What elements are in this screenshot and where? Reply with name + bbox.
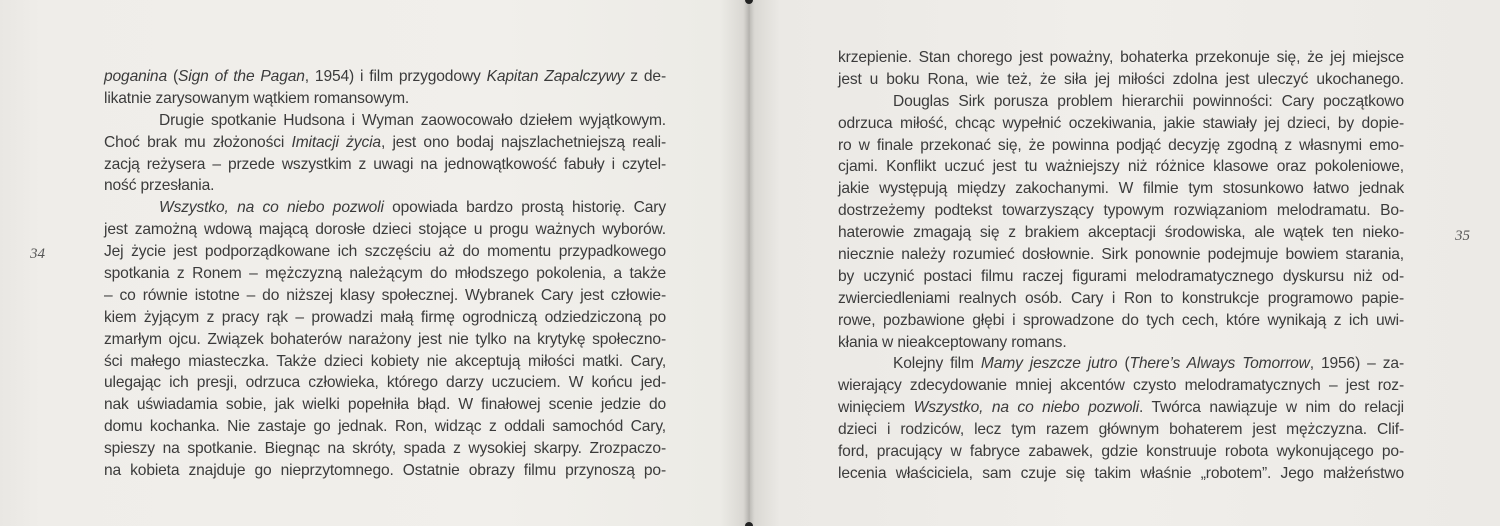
right-page-number: 35 bbox=[1455, 228, 1470, 244]
text-line bbox=[104, 460, 666, 482]
text-run: na kobieta znajduje go nieprzytomnego. Ostatnie obrazy filmu przynoszą po- bbox=[104, 462, 666, 480]
text-run: , jest ono bodaj najszlachetniejszą reali- bbox=[380, 133, 666, 151]
text-line bbox=[104, 329, 666, 351]
text-line bbox=[104, 263, 666, 285]
text-run: zmarłym ojcu. Związek bohaterów narażony jest nie tylko na krytykę społeczno- bbox=[104, 330, 666, 348]
text-line bbox=[104, 394, 666, 416]
text-line bbox=[104, 307, 666, 329]
text-run: ność przesłania. bbox=[104, 177, 215, 195]
text-line bbox=[104, 132, 666, 154]
text-run: opowiada bardzo prostą historię. Cary bbox=[383, 199, 666, 217]
text-line bbox=[838, 69, 1404, 91]
text-line bbox=[838, 463, 1404, 485]
text-line bbox=[838, 397, 1404, 419]
text-line bbox=[104, 438, 666, 460]
text-run: – co równie istotne – do niższej klasy społecznej. Wybranek Cary jest człowie- bbox=[104, 286, 666, 304]
text-line bbox=[104, 88, 666, 110]
text-run: wierający zdecydowanie mniej akcentów czysto melodramatycznych – jest roz- bbox=[838, 377, 1404, 395]
text-line bbox=[838, 375, 1404, 397]
text-run: spotkania z Ronem – mężczyzną należącym do młodszego pokolenia, a także bbox=[104, 265, 666, 283]
text-line bbox=[838, 47, 1404, 69]
text-line bbox=[104, 372, 666, 394]
italic-title: Kapitan Zapalczywy bbox=[486, 68, 625, 85]
text-run: ulegając ich presji, odrzuca człowieka, którego darzy uczuciem. W końcu jed- bbox=[104, 374, 666, 392]
text-run: haterowie zmagają się z brakiem akceptacji środowiska, ale wątek ten nieko- bbox=[838, 224, 1404, 242]
text-line bbox=[838, 222, 1404, 244]
text-line bbox=[104, 110, 666, 132]
text-run: jest zamożną wdową mającą dorosłe dzieci stojące u progu ważnych wyborów. bbox=[104, 221, 666, 239]
text-line bbox=[838, 441, 1404, 463]
text-run: cjami. Konflikt uczuć jest tu ważniejszy niż różnice klasowe oraz pokoleniowe, bbox=[838, 158, 1404, 176]
text-line bbox=[838, 288, 1404, 310]
text-run: ( bbox=[1117, 355, 1130, 373]
italic-title: Wszystko, na co niebo pozwoli bbox=[913, 399, 1140, 417]
text-line bbox=[838, 332, 1404, 354]
text-run: ford, pracujący w fabryce zabawek, gdzie konstruuje robota wykonującego po- bbox=[838, 443, 1404, 461]
text-run: ( bbox=[166, 68, 178, 85]
text-run: Jej życie jest podporządkowane ich szczęściu aż do momentu przypadkowego bbox=[104, 243, 666, 261]
text-line bbox=[104, 219, 666, 241]
text-run: odrzuca miłość, chcąc wypełnić oczekiwania, jakie stawiały jej dzieci, by dopie- bbox=[838, 114, 1404, 132]
right-page-text bbox=[838, 47, 1404, 485]
text-line bbox=[838, 266, 1404, 288]
text-run: kłania w nieakceptowany romans. bbox=[838, 333, 1067, 351]
text-run: jakie występują między zakochanymi. W filmie tym stosunkowo łatwo jednak bbox=[838, 180, 1404, 198]
gutter-mark-bottom bbox=[745, 522, 753, 526]
text-line bbox=[104, 197, 666, 219]
text-run: niecznie należy rozumieć dosłownie. Sirk ponownie podejmuje bowiem starania, bbox=[838, 246, 1404, 264]
text-line bbox=[104, 351, 666, 373]
text-run: dostrzeżemy podtekst towarzyszący typowym rozwiązaniom melodramatu. Bo- bbox=[838, 202, 1404, 220]
text-line bbox=[838, 419, 1404, 441]
text-line bbox=[104, 241, 666, 263]
text-run: likatnie zarysowanym wątkiem romansowym. bbox=[104, 89, 410, 107]
italic-title: There’s Always Tomorrow bbox=[1129, 355, 1310, 373]
italic-title: Wszystko, na co niebo pozwoli bbox=[159, 199, 384, 217]
text-run: Choć brak mu złożoności bbox=[104, 133, 292, 151]
text-run: zwierciedleniami realnych osób. Cary i Ron to konstrukcje programowo papie- bbox=[838, 289, 1404, 307]
text-run: zacją reżysera – przede wszystkim z uwagi na jednowątkowość fabuły i czytel- bbox=[104, 155, 666, 173]
left-page-number: 34 bbox=[30, 246, 45, 262]
text-run: krzepienie. Stan chorego jest poważny, bohaterka przekonuje się, że jej miejsce bbox=[838, 49, 1404, 66]
italic-title: poganina bbox=[104, 68, 167, 85]
text-run: by uczynić postaci filmu raczej figurami melodramatycznego dyskursu niż od- bbox=[838, 267, 1404, 285]
text-run: kiem żyjącym z pracy rąk – prowadzi małą firmę ogrodniczą odziedziczoną po bbox=[104, 308, 666, 326]
text-line bbox=[104, 66, 666, 88]
text-line bbox=[838, 135, 1404, 157]
text-line bbox=[838, 91, 1404, 113]
text-line bbox=[838, 178, 1404, 200]
text-line bbox=[104, 416, 666, 438]
text-run: , 1956) – za- bbox=[1309, 355, 1404, 373]
text-run: domu kochanka. Nie zastaje go jednak. Ron, widząc z oddali samochód Cary, bbox=[104, 418, 666, 436]
text-run: nak uświadamia sobie, jak wielki popełniła błąd. W finałowej scenie jedzie do bbox=[104, 396, 666, 414]
text-run: dzieci i rodziców, lecz tym razem głównym bohaterem jest mężczyzna. Clif- bbox=[838, 421, 1404, 439]
text-run: Drugie spotkanie Hudsona i Wyman zaowocowało dziełem wyjątkowym. bbox=[159, 111, 666, 129]
text-run: z de- bbox=[624, 68, 667, 85]
text-line bbox=[104, 154, 666, 176]
text-line bbox=[838, 200, 1404, 222]
italic-title: Mamy jeszcze jutro bbox=[980, 355, 1118, 373]
book-gutter bbox=[743, 0, 755, 526]
text-line bbox=[838, 353, 1404, 375]
text-line bbox=[838, 310, 1404, 332]
text-run: lecenia właściciela, sam czuje się takim właśnie „robotem”. Jego małżeństwo bbox=[838, 464, 1404, 482]
text-run: rowe, pozbawione głębi i sprowadzone do tych cech, które wynikają z ich uwi- bbox=[838, 311, 1404, 329]
text-run: ro w finale przekonać się, że powinna podjąć decyzję zgodną z własnymi emo- bbox=[838, 136, 1404, 154]
text-run: . Twórca nawiązuje w nim do relacji bbox=[1139, 399, 1404, 417]
text-line bbox=[838, 156, 1404, 178]
text-line bbox=[104, 175, 666, 197]
text-run: Kolejny film bbox=[893, 355, 981, 373]
text-line bbox=[104, 285, 666, 307]
text-run: , 1954) i film przygodowy bbox=[304, 68, 487, 85]
text-run: Douglas Sirk porusza problem hierarchii powinności: Cary początkowo bbox=[893, 92, 1404, 110]
italic-title: Imitacji życia bbox=[291, 133, 381, 151]
text-run: ści małego miasteczka. Także dzieci kobiety nie akceptują miłości matki. Cary, bbox=[104, 352, 666, 370]
left-page-text bbox=[104, 66, 666, 482]
text-line bbox=[838, 113, 1404, 135]
text-line bbox=[838, 244, 1404, 266]
text-run: jest u boku Rona, wie też, że siła jej miłości zdolna jest uleczyć ukochanego. bbox=[838, 70, 1404, 88]
text-run: spieszy na spotkanie. Biegnąc na skróty, spada z wysokiej skarpy. Zrozpaczo- bbox=[104, 440, 666, 458]
italic-title: Sign of the Pagan bbox=[178, 68, 305, 85]
text-run: winięciem bbox=[838, 399, 914, 417]
